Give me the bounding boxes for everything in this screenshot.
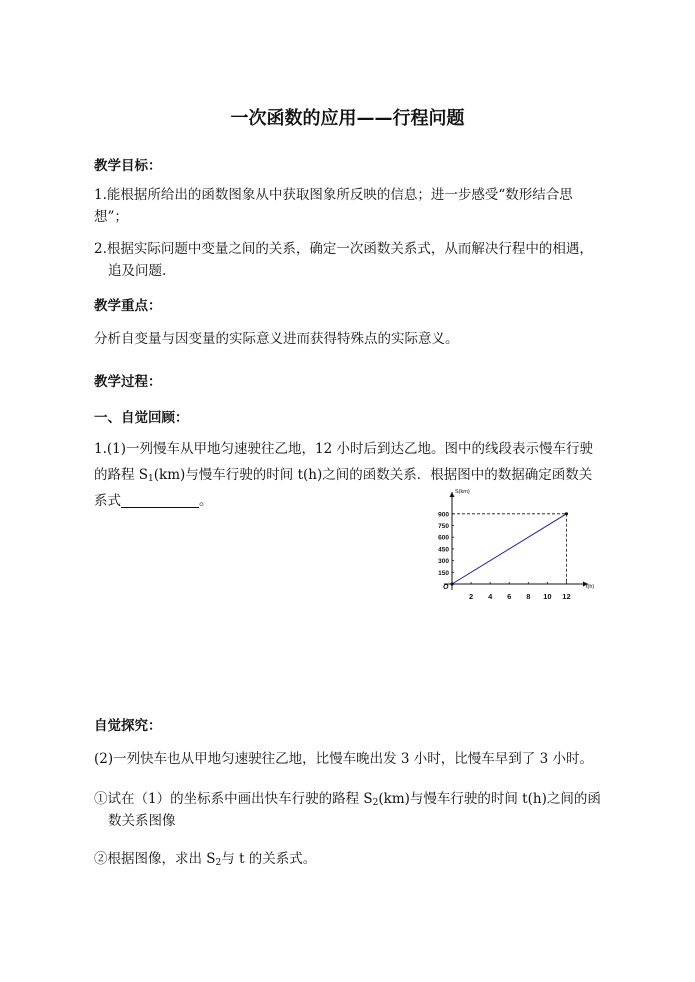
question-1-line-1: 1.(1)一列慢车从甲地匀速驶往乙地，12 小时后到达乙地。图中的线段表示慢车行驶 bbox=[94, 441, 593, 457]
y-axis-label: S(km) bbox=[455, 489, 470, 495]
data-point bbox=[565, 512, 568, 515]
data-point bbox=[450, 582, 453, 585]
y-tick-label: 150 bbox=[438, 569, 449, 577]
question-2a-pre: ①试在（1）的坐标系中画出快车行驶的路程 S bbox=[94, 791, 373, 807]
question-2b-post: 与 t 的关系式。 bbox=[221, 851, 317, 867]
goal-2-line-1: 2.根据实际问题中变量之间的关系，确定一次函数关系式，从而解决行程中的相遇， bbox=[94, 241, 593, 257]
distance-time-chart bbox=[418, 484, 598, 608]
key-points-heading: 教学重点： bbox=[94, 298, 162, 314]
question-2-text: (2)一列快车也从甲地匀速驶往乙地，比慢车晚出发 3 小时，比慢车早到了 3 小时。 bbox=[94, 751, 593, 767]
question-2b bbox=[94, 846, 316, 876]
slow-train-line bbox=[452, 514, 566, 584]
x-tick-label: 4 bbox=[488, 592, 493, 601]
question-1-line-3-pre: 系式 bbox=[94, 493, 121, 509]
goal-1-line-2: 想”； bbox=[94, 209, 128, 225]
goal-2-line-2: 追及问题. bbox=[108, 263, 167, 279]
explore-heading: 自觉探究： bbox=[94, 718, 162, 734]
question-2b-pre: ②根据图像，求出 S bbox=[94, 851, 216, 867]
y-tick-label: 450 bbox=[438, 546, 449, 554]
y-tick-label: 300 bbox=[438, 558, 449, 566]
process-heading: 教学过程： bbox=[94, 374, 162, 390]
key-points-text: 分析自变量与因变量的实际意义进而获得特殊点的实际意义。 bbox=[94, 331, 459, 347]
answer-blank bbox=[121, 493, 199, 508]
x-tick-label: 2 bbox=[468, 592, 474, 601]
page-title: 一次函数的应用——行程问题 bbox=[230, 108, 465, 129]
question-1-line-2-post: (km)与慢车行驶的时间 t(h)之间的函数关系．根据图中的数据确定函数关 bbox=[153, 467, 593, 483]
goal-1-line-1: 1.能根据所给出的函数图象从中获取图象所反映的信息；进一步感受“数形结合思 bbox=[94, 187, 573, 203]
goals-heading: 教学目标： bbox=[94, 158, 162, 174]
review-heading: 一、自觉回顾： bbox=[94, 410, 189, 426]
origin-label: O bbox=[443, 584, 449, 591]
y-axis-arrow bbox=[450, 492, 455, 497]
x-axis-label: t(h) bbox=[586, 584, 595, 590]
question-1-line-3-post: 。 bbox=[199, 493, 213, 509]
y-tick-label: 750 bbox=[438, 523, 449, 530]
x-tick-label: 10 bbox=[543, 592, 552, 601]
question-2a-post: (km)与慢车行驶的时间 t(h)之间的函 bbox=[378, 791, 601, 807]
question-2a-subscript: 2 bbox=[372, 798, 379, 808]
question-1-line-3 bbox=[94, 488, 213, 514]
x-tick-label: 8 bbox=[526, 592, 531, 601]
question-2b-subscript: 2 bbox=[215, 858, 222, 868]
question-1-subscript: 1 bbox=[148, 474, 154, 484]
question-1-line-2-pre: 的路程 S bbox=[94, 467, 149, 483]
question-2a-line-2: 数关系图像 bbox=[108, 813, 176, 829]
x-tick-label: 6 bbox=[507, 592, 512, 601]
y-tick-label: 600 bbox=[438, 534, 449, 542]
y-tick-label: 900 bbox=[438, 511, 449, 519]
x-tick-label: 12 bbox=[562, 592, 571, 601]
